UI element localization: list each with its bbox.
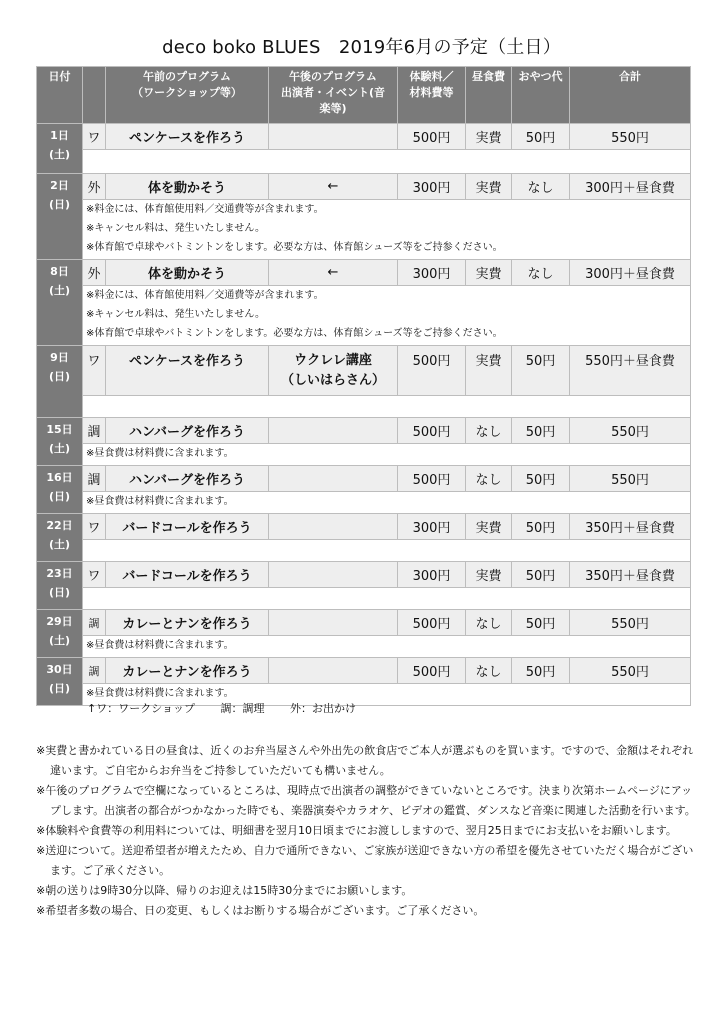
- header-date: 日付: [37, 67, 83, 124]
- note-row: [37, 492, 691, 514]
- date-cell: 29日 (土): [37, 610, 83, 658]
- notes-section: [36, 741, 696, 921]
- date-cell: 16日 (日): [37, 466, 83, 514]
- type-code-cell: 調: [83, 418, 106, 444]
- note-paragraph: ※希望者多数の場合、日の変更、もしくはお断りする場合がございます。ご了承ください。: [36, 904, 485, 917]
- fee-cell: 300円: [398, 514, 466, 540]
- table-row: [37, 562, 691, 588]
- type-code-cell: 調: [83, 658, 106, 684]
- type-code-cell: 外: [83, 260, 106, 286]
- spacer-row: [37, 150, 691, 174]
- total-cell: 350円＋昼食費: [570, 562, 691, 588]
- date-cell: 22日 (土): [37, 514, 83, 562]
- am-program-cell: 体を動かそう: [106, 260, 269, 286]
- lunch-cell: なし: [466, 466, 512, 492]
- lunch-cell: 実費: [466, 260, 512, 286]
- table-row: [37, 514, 691, 540]
- am-program-cell: ハンバーグを作ろう: [106, 418, 269, 444]
- total-cell: 300円＋昼食費: [570, 174, 691, 200]
- am-program-cell: カレーとナンを作ろう: [106, 610, 269, 636]
- table-row: [37, 610, 691, 636]
- note-row: [37, 444, 691, 466]
- date-cell: 9日 (日): [37, 346, 83, 418]
- fee-cell: 500円: [398, 418, 466, 444]
- snack-cell: 50円: [512, 514, 570, 540]
- pm-program-cell: [269, 124, 398, 150]
- snack-cell: 50円: [512, 658, 570, 684]
- pm-program-cell: ←: [269, 174, 398, 200]
- spacer-row: [37, 540, 691, 562]
- date-cell: 8日 (土): [37, 260, 83, 346]
- lunch-cell: 実費: [466, 174, 512, 200]
- table-row: [37, 174, 691, 200]
- snack-cell: なし: [512, 260, 570, 286]
- pm-program-cell: [269, 514, 398, 540]
- am-program-cell: バードコールを作ろう: [106, 514, 269, 540]
- type-code-cell: ワ: [83, 562, 106, 588]
- pm-program-cell: [269, 658, 398, 684]
- header-snack: おやつ代: [512, 67, 570, 124]
- table-header-row: [37, 67, 691, 124]
- lunch-cell: 実費: [466, 562, 512, 588]
- lunch-cell: 実費: [466, 346, 512, 396]
- header-am-program: 午前のプログラム （ワークショップ等）: [106, 67, 269, 124]
- pm-program-cell: [269, 562, 398, 588]
- lunch-cell: 実費: [466, 514, 512, 540]
- lunch-cell: なし: [466, 658, 512, 684]
- fee-cell: 300円: [398, 260, 466, 286]
- schedule-table: [36, 66, 691, 706]
- note-paragraph: ※送迎について。送迎希望者が増えたため、自力で通所できない、ご家族が送迎できない方の希望を優先させていただく場合がございます。ご了承ください。: [36, 844, 694, 877]
- header-fee: 体験料／ 材料費等: [398, 67, 466, 124]
- date-cell: 15日 (土): [37, 418, 83, 466]
- snack-cell: 50円: [512, 562, 570, 588]
- am-program-cell: ハンバーグを作ろう: [106, 466, 269, 492]
- table-row: [37, 418, 691, 444]
- page-title: deco boko BLUES 2019年6月の予定（土日）: [162, 37, 561, 58]
- header-pm-program: 午後のプログラム 出演者・イベント(音 楽等): [269, 67, 398, 124]
- total-cell: 550円: [570, 466, 691, 492]
- type-code-cell: ワ: [83, 514, 106, 540]
- legend-workshop: ↑ワ：ワークショップ: [87, 702, 195, 715]
- fee-cell: 300円: [398, 174, 466, 200]
- legend-cooking: 調：調理: [220, 702, 265, 715]
- total-cell: 550円＋昼食費: [570, 346, 691, 396]
- header-lunch: 昼食費: [466, 67, 512, 124]
- table-row: [37, 260, 691, 286]
- note-cell: ※昼食費は材料費に含まれます。: [83, 444, 691, 466]
- header-total: 合計: [570, 67, 691, 124]
- type-code-cell: ワ: [83, 124, 106, 150]
- spacer-row: [37, 396, 691, 418]
- am-program-cell: カレーとナンを作ろう: [106, 658, 269, 684]
- snack-cell: なし: [512, 174, 570, 200]
- date-cell: 23日 (日): [37, 562, 83, 610]
- total-cell: 550円: [570, 610, 691, 636]
- am-program-cell: バードコールを作ろう: [106, 562, 269, 588]
- am-program-cell: ペンケースを作ろう: [106, 346, 269, 396]
- fee-cell: 500円: [398, 346, 466, 396]
- table-row: [37, 466, 691, 492]
- pm-program-cell: [269, 418, 398, 444]
- snack-cell: 50円: [512, 466, 570, 492]
- total-cell: 300円＋昼食費: [570, 260, 691, 286]
- note-row: [37, 636, 691, 658]
- note-paragraph: ※午後のプログラムで空欄になっているところは、現時点で出演者の調整ができていないところです。決まり次第ホームページにアップします。出演者の都合がつかなかった時でも、楽器演奏やカラオケ、ビデオの鑑賞、ダンスなど音楽に関連した活動を行います。: [36, 784, 696, 817]
- lunch-cell: なし: [466, 610, 512, 636]
- pm-program-cell: [269, 610, 398, 636]
- type-code-cell: 調: [83, 610, 106, 636]
- lunch-cell: なし: [466, 418, 512, 444]
- fee-cell: 500円: [398, 466, 466, 492]
- note-cell: ※料金には、体育館使用料／交通費等が含まれます。 ※キャンセル料は、発生いたしません。 ※体育館で卓球やバトミントンをします。必要な方は、体育館シューズ等をご持参ください。: [83, 200, 691, 260]
- snack-cell: 50円: [512, 346, 570, 396]
- legend: [87, 700, 378, 716]
- total-cell: 550円: [570, 658, 691, 684]
- header-code: [83, 67, 106, 124]
- type-code-cell: 外: [83, 174, 106, 200]
- note-cell: ※昼食費は材料費に含まれます。: [83, 492, 691, 514]
- pm-program-cell: ←: [269, 260, 398, 286]
- date-cell: 30日 (日): [37, 658, 83, 706]
- snack-cell: 50円: [512, 610, 570, 636]
- total-cell: 350円＋昼食費: [570, 514, 691, 540]
- legend-outing: 外：お出かけ: [290, 702, 356, 715]
- fee-cell: 500円: [398, 124, 466, 150]
- fee-cell: 300円: [398, 562, 466, 588]
- note-paragraph: ※体験料や食費等の利用料については、明細書を翌月10日頃までにお渡ししますので、翌月25日までにお支払いをお願いします。: [36, 824, 677, 837]
- table-row: [37, 346, 691, 396]
- am-program-cell: ペンケースを作ろう: [106, 124, 269, 150]
- pm-program-cell: ウクレレ講座 （しいはらさん）: [269, 346, 398, 396]
- date-cell: 2日 (日): [37, 174, 83, 260]
- snack-cell: 50円: [512, 418, 570, 444]
- table-row: [37, 124, 691, 150]
- pm-program-cell: [269, 466, 398, 492]
- note-cell: ※昼食費は材料費に含まれます。: [83, 684, 691, 706]
- table-row: [37, 658, 691, 684]
- spacer-row: [37, 588, 691, 610]
- total-cell: 550円: [570, 124, 691, 150]
- note-paragraph: ※実費と書かれている日の昼食は、近くのお弁当屋さんや外出先の飲食店でご本人が選ぶものを買います。ですので、金額はそれぞれ違います。ご自宅からお弁当をご持参していただいても構いません。: [36, 744, 694, 777]
- snack-cell: 50円: [512, 124, 570, 150]
- fee-cell: 500円: [398, 658, 466, 684]
- note-cell: ※料金には、体育館使用料／交通費等が含まれます。 ※キャンセル料は、発生いたしません。 ※体育館で卓球やバトミントンをします。必要な方は、体育館シューズ等をご持参ください。: [83, 286, 691, 346]
- lunch-cell: 実費: [466, 124, 512, 150]
- fee-cell: 500円: [398, 610, 466, 636]
- note-row: [37, 286, 691, 346]
- note-paragraph: ※朝の送りは9時30分以降、帰りのお迎えは15時30分までにお願いします。: [36, 884, 413, 897]
- type-code-cell: ワ: [83, 346, 106, 396]
- type-code-cell: 調: [83, 466, 106, 492]
- note-row: [37, 200, 691, 260]
- am-program-cell: 体を動かそう: [106, 174, 269, 200]
- note-cell: ※昼食費は材料費に含まれます。: [83, 636, 691, 658]
- date-cell: 1日 (土): [37, 124, 83, 174]
- total-cell: 550円: [570, 418, 691, 444]
